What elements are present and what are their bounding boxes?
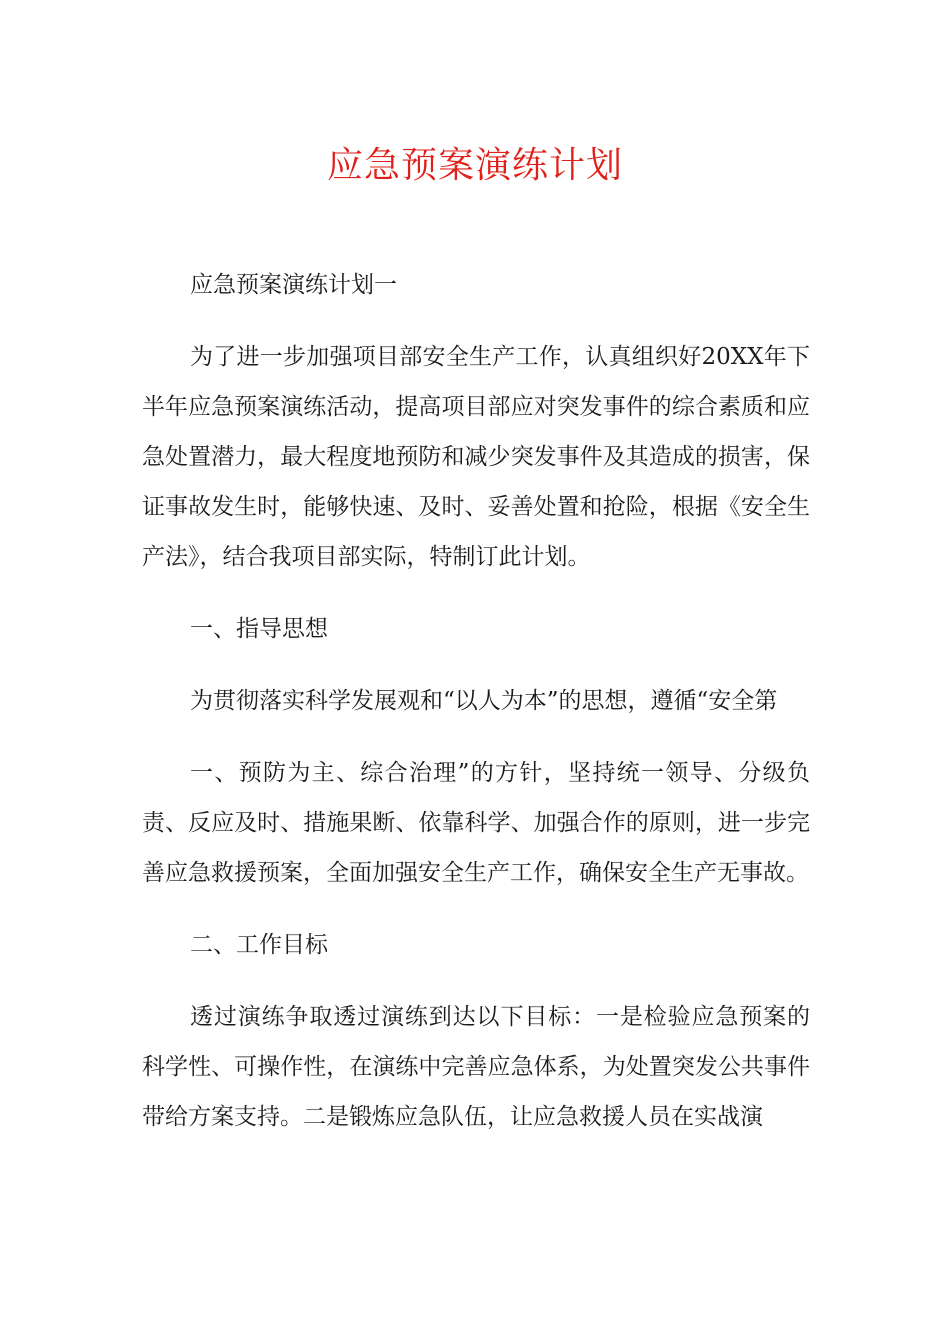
section-heading-guiding-ideology: 一、指导思想 <box>190 616 328 642</box>
section-heading-plan-one: 应急预案演练计划一 <box>190 272 397 298</box>
principles-paragraph: 一、预防为主、综合治理”的方针，坚持统一领导、分级负责、反应及时、措施果断、依靠科学、加强合作的原则，进一步完善应急救援预案，全面加强安全生产工作，确保安全生产无事故。 <box>142 760 810 886</box>
paragraph-gap <box>142 654 810 676</box>
document-body <box>142 260 810 1142</box>
paragraph-gap <box>142 582 810 604</box>
paragraph-gap <box>142 726 810 748</box>
intro-paragraph: 为了进一步加强项目部安全生产工作，认真组织好20XX年下半年应急预案演练活动，提高项目部应对突发事件的综合素质和应急处置潜力，最大程度地预防和减少突发事件及其造成的损害，保证事故发生时，能够快速、及时、妥善处置和抢险，根据《安全生产法》，结合我项目部实际，特制订此计划。 <box>142 344 810 570</box>
guiding-ideology-paragraph: 为贯彻落实科学发展观和“以人为本”的思想，遵循“安全第 <box>190 688 778 714</box>
paragraph-gap <box>142 310 810 332</box>
paragraph-gap <box>142 898 810 920</box>
document-title: 应急预案演练计划 <box>326 145 623 186</box>
section-heading-work-goals: 二、工作目标 <box>190 932 328 958</box>
paragraph-gap <box>142 970 810 992</box>
work-goals-paragraph: 透过演练争取透过演练到达以下目标：一是检验应急预案的科学性、可操作性，在演练中完善应急体系，为处置突发公共事件带给方案支持。二是锻炼应急队伍，让应急救援人员在实战演 <box>142 1004 810 1130</box>
